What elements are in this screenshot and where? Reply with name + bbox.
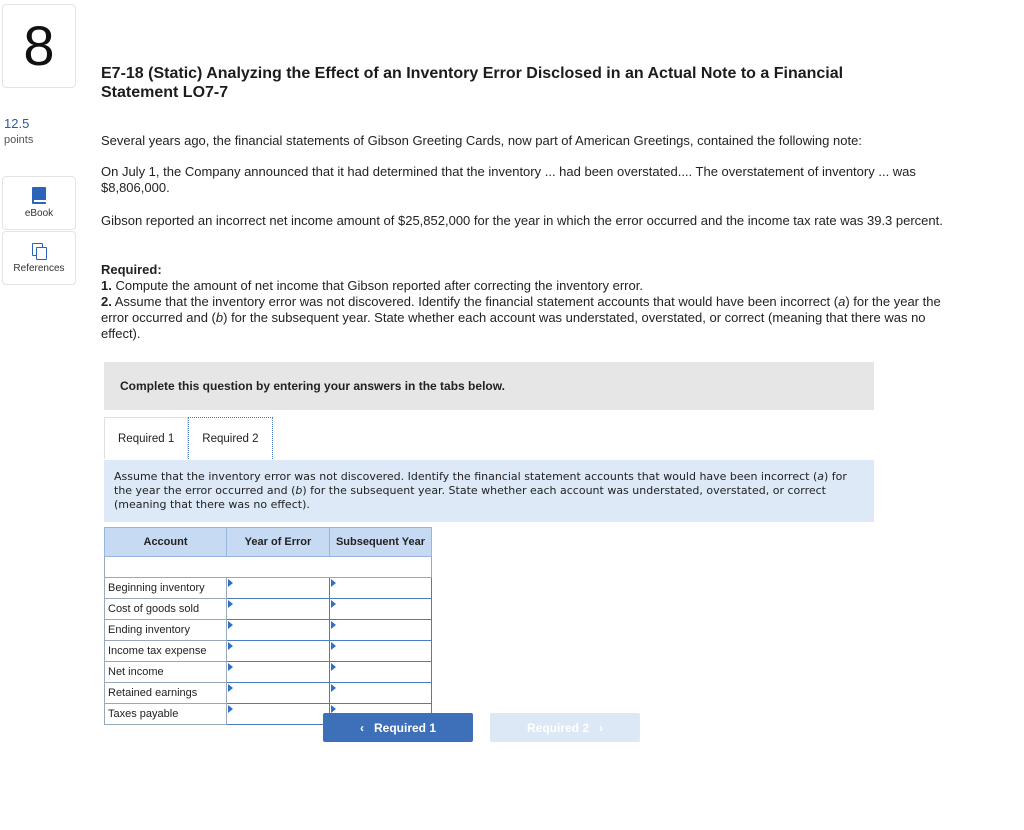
dropdown-marker-icon xyxy=(331,600,336,608)
requirement-1: 1. Compute the amount of net income that Gibson reported after correcting the inventory error. xyxy=(101,278,643,293)
account-cell: Taxes payable xyxy=(105,704,227,725)
instructions-banner: Complete this question by entering your answers in the tabs below. xyxy=(104,362,874,410)
table-row xyxy=(105,578,432,599)
next-required-button xyxy=(490,713,640,742)
required-heading: Required: xyxy=(101,262,162,277)
chevron-left-icon: ‹ xyxy=(359,720,364,735)
dropdown-marker-icon xyxy=(228,579,233,587)
year-of-error-dropdown[interactable] xyxy=(227,599,330,620)
account-cell: Net income xyxy=(105,662,227,683)
next-button-label: Required 2 xyxy=(526,720,589,735)
year-of-error-dropdown[interactable] xyxy=(227,620,330,641)
account-cell: Ending inventory xyxy=(105,620,227,641)
dropdown-marker-icon xyxy=(228,663,233,671)
table-row xyxy=(105,641,432,662)
copy-pages-icon xyxy=(32,243,46,259)
account-cell: Income tax expense xyxy=(105,641,227,662)
question-number: 8 xyxy=(23,14,55,77)
points-label: points xyxy=(4,134,34,146)
account-cell: Cost of goods sold xyxy=(105,599,227,620)
year-of-error-dropdown[interactable] xyxy=(227,641,330,662)
subsequent-year-dropdown[interactable] xyxy=(330,620,432,641)
intro-text: Several years ago, the financial statements of Gibson Greeting Cards, now part of American Greetings, contained the following note: xyxy=(101,133,862,148)
dropdown-marker-icon xyxy=(228,705,233,713)
references-button[interactable] xyxy=(2,231,76,285)
tab-required-1[interactable]: Required 1 xyxy=(104,417,188,459)
references-label: References xyxy=(13,262,65,274)
question-title: E7-18 (Static) Analyzing the Effect of an Inventory Error Disclosed in an Actual Note to a Financial Statement LO7-7 xyxy=(101,65,844,101)
year-of-error-dropdown[interactable] xyxy=(227,662,330,683)
year-of-error-dropdown[interactable] xyxy=(227,683,330,704)
dropdown-marker-icon xyxy=(228,621,233,629)
header-subsequent-year: Subsequent Year xyxy=(330,528,432,557)
year-of-error-dropdown[interactable] xyxy=(227,578,330,599)
dropdown-marker-icon xyxy=(331,621,336,629)
year-of-error-dropdown[interactable] xyxy=(227,704,330,725)
requirement-2: 2. Assume that the inventory error was not discovered. Identify the financial statement accounts that would have been incorrect (a) for the year the error occurred and (b) for the subsequent year. State whether each account was understated, overstated, or correct (meaning that there was no effect). xyxy=(101,294,941,341)
note-text: On July 1, the Company announced that it had determined that the inventory ... had been overstated.... The overstatement of inventory ... was $8,806,000. xyxy=(101,164,916,195)
points-value: 12.5 xyxy=(4,116,30,131)
table-row xyxy=(105,683,432,704)
subsequent-year-dropdown[interactable] xyxy=(330,662,432,683)
book-icon xyxy=(32,187,46,204)
table-header-row xyxy=(105,528,432,557)
table-row xyxy=(105,599,432,620)
header-account: Account xyxy=(105,528,227,557)
subsequent-year-dropdown[interactable] xyxy=(330,641,432,662)
dropdown-marker-icon xyxy=(228,684,233,692)
table-row xyxy=(105,662,432,683)
dropdown-marker-icon xyxy=(228,600,233,608)
previous-required-button[interactable] xyxy=(323,713,473,742)
header-year-of-error: Year of Error xyxy=(227,528,330,557)
table-row xyxy=(105,620,432,641)
chevron-right-icon: › xyxy=(599,720,603,735)
required-section xyxy=(101,262,961,342)
previous-button-label: Required 1 xyxy=(373,720,436,735)
tab-required-2[interactable]: Required 2 xyxy=(188,417,272,459)
details-text: Gibson reported an incorrect net income amount of $25,852,000 for the year in which the error occurred and the income tax rate was 39.3 percent. xyxy=(101,213,943,228)
question-number-box xyxy=(2,4,76,88)
dropdown-marker-icon xyxy=(228,642,233,650)
subsequent-year-dropdown[interactable] xyxy=(330,599,432,620)
account-cell: Beginning inventory xyxy=(105,578,227,599)
account-cell: Retained earnings xyxy=(105,683,227,704)
answer-table xyxy=(104,527,432,725)
ebook-button[interactable] xyxy=(2,176,76,230)
ebook-label: eBook xyxy=(24,208,54,219)
requirement-tabs xyxy=(104,417,273,460)
dropdown-marker-icon xyxy=(331,705,336,713)
dropdown-marker-icon xyxy=(331,579,336,587)
dropdown-marker-icon xyxy=(331,684,336,692)
subsequent-year-dropdown[interactable] xyxy=(330,578,432,599)
dropdown-marker-icon xyxy=(331,642,336,650)
dropdown-marker-icon xyxy=(331,663,336,671)
subsequent-year-dropdown[interactable] xyxy=(330,683,432,704)
points-block xyxy=(4,116,33,148)
active-tab-question: Assume that the inventory error was not discovered. Identify the financial statement accounts that would have been incorrect (a) for the year the error occurred and (b) for the subsequent year. State whether each account was understated, overstated, or correct (meaning that there was no effect). xyxy=(104,460,874,522)
